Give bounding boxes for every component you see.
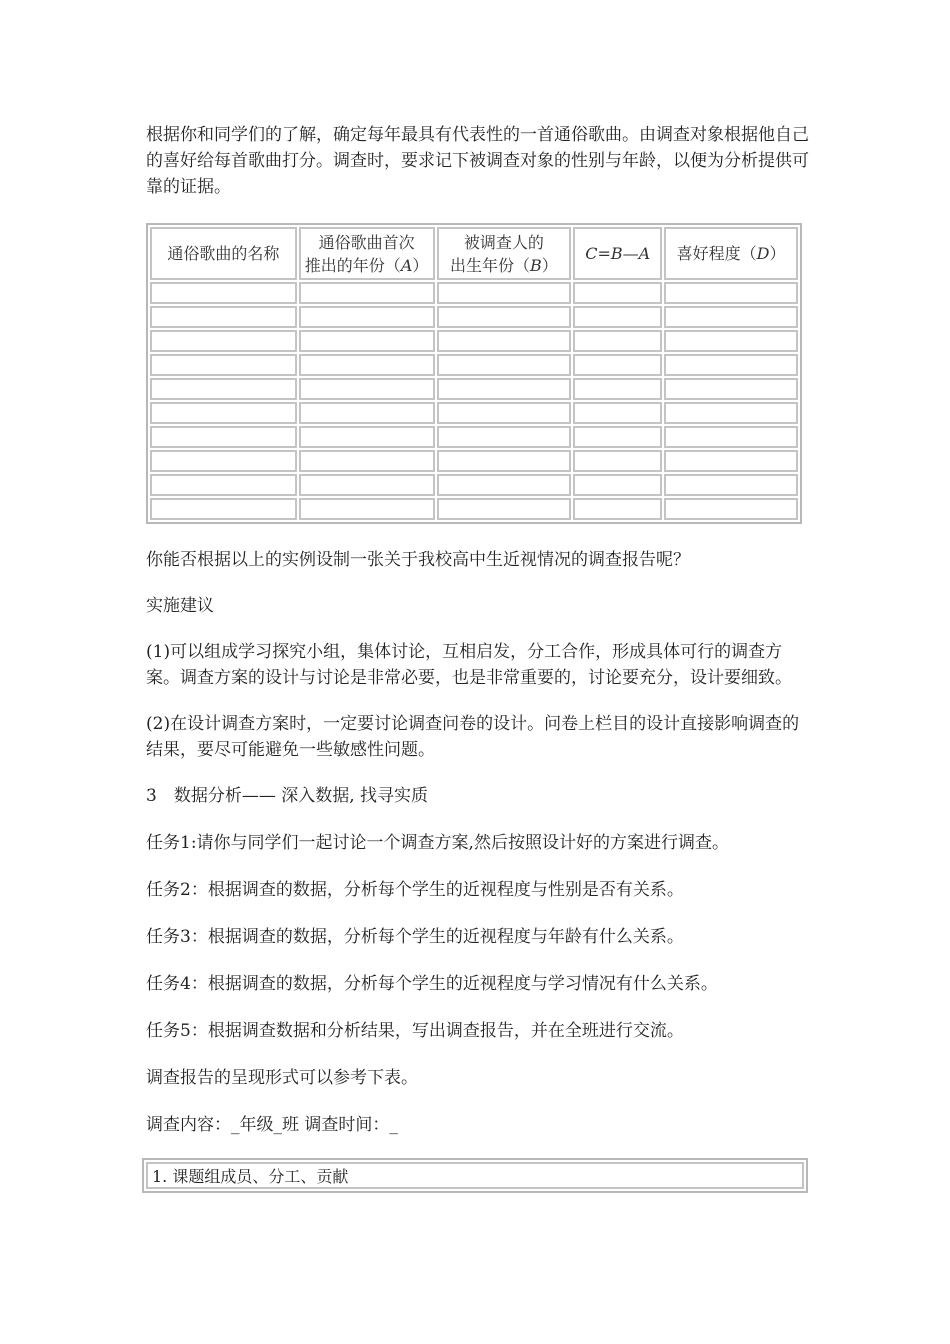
task-1: 任务1:请你与同学们一起讨论一个调查方案,然后按照设计好的方案进行调查。: [146, 833, 729, 853]
header-age-difference: C=B—A: [573, 227, 662, 280]
task-2: 任务2：根据调查的数据，分析每个学生的近视程度与性别是否有关系。: [146, 880, 684, 900]
table-row: [150, 306, 798, 328]
table-row: [150, 426, 798, 448]
report-table: [142, 1158, 808, 1193]
header-song-name: 通俗歌曲的名称: [150, 227, 297, 280]
document-page: [146, 122, 810, 1193]
suggestion-title: 实施建议: [146, 596, 214, 616]
table-row: [150, 354, 798, 376]
table-row: [150, 330, 798, 352]
header-preference: 喜好程度（D）: [664, 227, 798, 280]
report-row-members: 1. 课题组成员、分工、贡献: [146, 1162, 804, 1189]
header-release-year: 通俗歌曲首次 推出的年份（A）: [299, 227, 435, 280]
header-birth-year: 被调查人的 出生年份（B）: [437, 227, 572, 280]
table-row: [150, 402, 798, 424]
suggestion-1: (1)可以组成学习探究小组，集体讨论，互相启发，分工合作，形成具体可行的调查方案。调查方案的设计与讨论是非常必要，也是非常重要的，讨论要充分，设计要细致。: [146, 642, 792, 688]
table-row: [150, 450, 798, 472]
intro-paragraph: 根据你和同学们的了解，确定每年最具有代表性的一首通俗歌曲。由调查对象根据他自己的喜好给每首歌曲打分。调查时，要求记下被调查对象的性别与年龄，以便为分析提供可靠的证据。: [146, 125, 809, 197]
table-row: [150, 498, 798, 520]
question-paragraph: 你能否根据以上的实例设制一张关于我校高中生近视情况的调查报告呢？: [146, 550, 690, 570]
task-4: 任务4：根据调查的数据，分析每个学生的近视程度与学习情况有什么关系。: [146, 974, 718, 994]
table-row: [150, 378, 798, 400]
report-note: 调查报告的呈现形式可以参考下表。: [146, 1068, 418, 1088]
table-row: [146, 1162, 804, 1189]
table-header-row: [150, 227, 798, 280]
suggestion-2: (2)在设计调查方案时，一定要讨论调查问卷的设计。问卷上栏目的设计直接影响调查的结果，要尽可能避免一些敏感性问题。: [146, 714, 800, 760]
task-5: 任务5：根据调查数据和分析结果，写出调查报告，并在全班进行交流。: [146, 1021, 684, 1041]
report-header: 调查内容：_年级_班 调查时间：_: [146, 1115, 398, 1135]
task-3: 任务3：根据调查的数据，分析每个学生的近视程度与年龄有什么关系。: [146, 927, 684, 947]
table-row: [150, 474, 798, 496]
song-survey-table: [146, 223, 802, 524]
section-heading: 3 数据分析—— 深入数据, 找寻实质: [146, 786, 429, 806]
table-row: [150, 282, 798, 304]
